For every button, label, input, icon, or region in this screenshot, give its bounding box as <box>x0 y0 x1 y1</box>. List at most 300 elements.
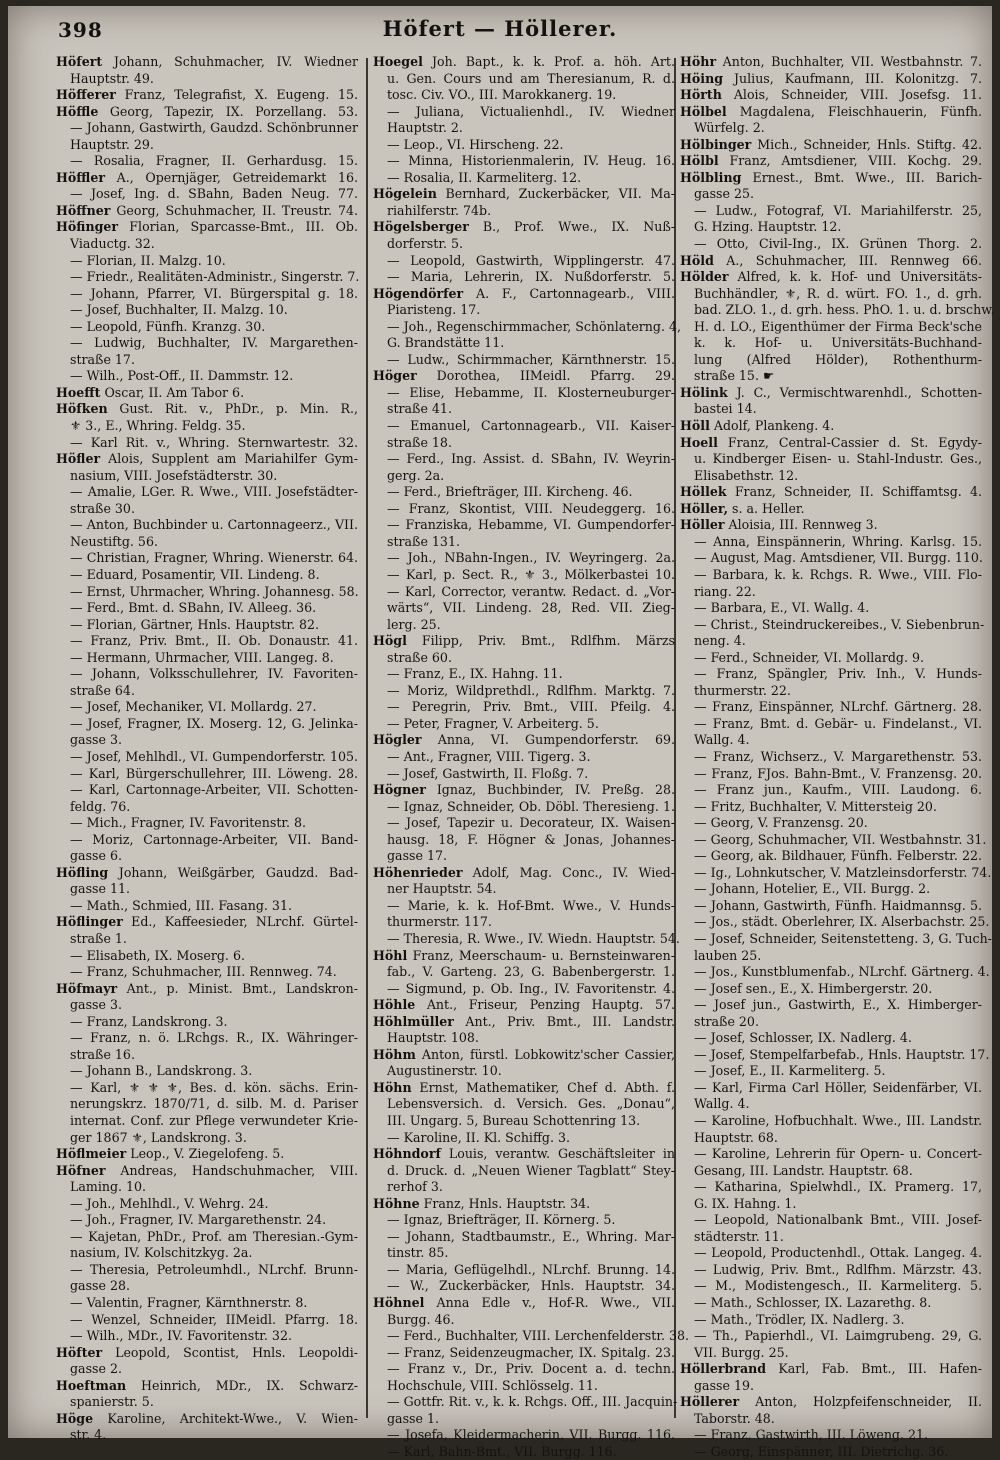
directory-entry-line <box>680 401 982 418</box>
directory-entry-head <box>680 501 982 518</box>
surname-headword: Hölbl <box>680 153 719 169</box>
entry-text: — Joh., NBahn-Ingen., IV. Weyringerg. 2a. <box>387 550 675 566</box>
entry-text: nasium, VIII. Josefstädterstr. 30. <box>70 467 278 483</box>
entry-text: lauben 25. <box>694 947 762 963</box>
directory-entry-line <box>680 368 982 385</box>
directory-entry-line <box>56 286 358 303</box>
entry-text: — Josef, Tapezir u. Decorateur, IX. Waisen- <box>387 815 675 831</box>
entry-text: Burgg. 46. <box>387 1311 455 1327</box>
directory-entry-head <box>373 1047 675 1064</box>
directory-entry-line <box>56 1030 358 1047</box>
entry-text: Viaductg. 32. <box>70 236 155 252</box>
directory-entry-head <box>373 219 675 236</box>
directory-entry-line <box>373 1030 675 1047</box>
entry-text: feldg. 76. <box>70 798 131 814</box>
entry-text: — Karl, Firma Carl Höller, Seidenfärber, VI. <box>694 1079 982 1095</box>
entry-text: Buchhändler, ⚜, R. d. würt. FO. 1., d. grh. <box>694 285 982 301</box>
entry-text: Franz, Amtsdiener, VIII. Kochg. 29. <box>718 153 982 169</box>
directory-entry-line <box>373 269 675 286</box>
entry-text: — Karl Rit. v., Whring. Sternwartestr. 32. <box>70 434 358 450</box>
entry-text: Wallg. 4. <box>694 1096 750 1112</box>
directory-entry-line <box>56 898 358 915</box>
directory-entry-line <box>680 1196 982 1213</box>
entry-text: H. d. LO., Eigenthümer der Firma Beck'sche <box>694 318 982 334</box>
entry-text: — Katharina, Spielwhdl., IX. Pramerg. 17, <box>694 1179 982 1195</box>
entry-text: wärts“, VII. Lindeng. 28, Red. VII. Zieg- <box>387 600 675 616</box>
directory-entry-head <box>56 104 358 121</box>
surname-headword: Höhm <box>373 1046 416 1062</box>
directory-entry-line <box>680 1328 982 1345</box>
directory-entry-head <box>56 914 358 931</box>
directory-entry-line <box>680 831 987 849</box>
entry-text: Florian, Sparcasse-Bmt., III. Ob. <box>118 219 358 235</box>
directory-entry-line <box>680 451 982 468</box>
entry-text: Gesang, III. Landstr. Hauptstr. 68. <box>694 1162 913 1178</box>
directory-entry-line <box>373 385 675 402</box>
entry-text: — Josef jun., Gastwirth, E., X. Himberger- <box>694 997 982 1013</box>
surname-headword: Höhndorf <box>373 1146 441 1162</box>
directory-entry-line <box>680 567 982 584</box>
directory-entry-line <box>373 832 675 849</box>
directory-entry-head <box>56 1163 358 1180</box>
directory-entry-line <box>56 832 358 849</box>
entry-text: Hochschule, VIII. Schlösselg. 11. <box>387 1377 598 1393</box>
running-head: Höfert — Höllerer. <box>382 16 618 41</box>
entry-text: — Karoline, Lehrerin für Opern- u. Concert- <box>694 1146 982 1162</box>
entry-text: tosc. Civ. VO., III. Marokkanerg. 19. <box>387 87 617 103</box>
entry-text: — Franz, Wichserz., V. Margarethenstr. 53. <box>694 748 982 764</box>
entry-text: — Georg, Schuhmacher, VII. Westbahnstr. 31. <box>694 831 987 847</box>
directory-entry-line <box>56 683 358 700</box>
surname-headword: Höfter <box>56 1344 103 1360</box>
directory-entry-line <box>373 1163 675 1180</box>
directory-entry-line <box>373 1378 675 1395</box>
directory-entry-head <box>56 1378 358 1395</box>
directory-entry-line <box>373 650 675 667</box>
directory-entry-line <box>373 71 675 88</box>
directory-entry-line <box>56 948 358 965</box>
directory-entry-line <box>56 352 358 369</box>
directory-entry-head <box>680 54 982 71</box>
surname-headword: Högler <box>373 732 422 748</box>
entry-text: Karoline, Architekt-Wwe., V. Wien- <box>93 1410 358 1426</box>
entry-text: rerhof 3. <box>387 1179 443 1195</box>
entry-text: — Fritz, Buchhalter, V. Mittersteig 20. <box>694 798 937 814</box>
directory-entry-line <box>680 1163 982 1180</box>
directory-entry-line <box>680 352 982 369</box>
entry-text: — Wilh., Post-Off., II. Dammstr. 12. <box>70 368 294 384</box>
entry-text: — Moriz, Cartonnage-Arbeiter, VII. Band- <box>70 831 358 847</box>
directory-entry-line <box>373 253 675 270</box>
entry-text: — Marie, k. k. Hof-Bmt. Wwe., V. Hunds- <box>387 897 675 913</box>
entry-text: Franz, Meerschaum- u. Bernsteinwaren- <box>407 947 675 963</box>
entry-text: tinstr. 85. <box>387 1245 449 1261</box>
entry-text: — Franz, E., IX. Hahng. 11. <box>387 666 563 682</box>
directory-entry-head <box>56 219 358 236</box>
entry-text: — Franz, Spängler, Priv. Inh., V. Hunds- <box>694 666 982 682</box>
entry-text: — Leopold, Fünfh. Kranzg. 30. <box>70 318 266 334</box>
directory-entry-head <box>373 368 675 385</box>
directory-entry-line <box>680 550 982 567</box>
surname-headword: Höll <box>680 418 710 434</box>
entry-text: thurmerstr. 117. <box>387 914 492 930</box>
entry-text: Dorothea, IIMeidl. Pfarrg. 29. <box>416 368 675 384</box>
entry-text: bad. ZLO. 1., d. grh. hess. PhO. 1. u. d. brschw. <box>694 302 995 318</box>
entry-text: — Johann B., Landskrong. 3. <box>70 1063 253 1079</box>
entry-text: straße 64. <box>70 682 135 698</box>
entry-text: — Maria, Lehrerin, IX. Nußdorferstr. 5. <box>387 269 675 285</box>
entry-text: riahilferstr. 74b. <box>387 202 492 218</box>
entry-text: — Josef, Gastwirth, II. Floßg. 7. <box>387 765 589 781</box>
entry-text: — Ant., Fragner, VIII. Tigerg. 3. <box>387 748 591 764</box>
entry-text: Ernest., Bmt. Wwe., III. Barich- <box>741 169 982 185</box>
directory-entry-line <box>373 930 680 948</box>
directory-page <box>8 6 995 1459</box>
surname-headword: Höfmayr <box>56 980 118 996</box>
directory-entry-head <box>680 1394 982 1411</box>
surname-headword: Hölink <box>680 384 728 400</box>
entry-text: Lebensversich. d. Versich. Ges. „Donau“, <box>387 1096 675 1112</box>
entry-text: — Ernst, Uhrmacher, Whring. Johannesg. 58. <box>70 583 359 599</box>
entry-text: — Rosalia, Fragner, II. Gerhardusg. 15. <box>70 153 358 169</box>
surname-headword: Hölbinger <box>680 136 752 152</box>
entry-text: — Franz, Skontist, VIII. Neudeggerg. 16. <box>387 500 675 516</box>
surname-headword: Höhle <box>373 997 416 1013</box>
directory-entry-line <box>373 468 675 485</box>
directory-entry-head <box>373 1295 675 1312</box>
directory-entry-line <box>56 799 358 816</box>
entry-text: Leop., V. Ziegelofeng. 5. <box>126 1146 285 1162</box>
entry-text: Ant., Priv. Bmt., III. Landstr. <box>453 1013 675 1029</box>
entry-text: — Joh., Fragner, IV. Margarethenstr. 24. <box>70 1212 327 1228</box>
directory-entry-line <box>56 881 358 898</box>
directory-entry-line <box>373 815 675 832</box>
directory-entry-line <box>56 1113 358 1130</box>
entry-text: gasse 11. <box>70 881 130 897</box>
directory-entry-line <box>56 617 358 634</box>
entry-text: — Karl, Cartonnage-Arbeiter, VII. Schotten- <box>70 782 358 798</box>
entry-text: — Johann, Gastwirth, Fünfh. Haidmannsg. 5. <box>694 897 982 913</box>
directory-entry-line <box>56 1328 358 1345</box>
entry-text: — Franz, Einspänner, NLrchf. Gärtnerg. 28. <box>694 699 982 715</box>
directory-entry-line <box>680 335 982 352</box>
surname-headword: Hölder <box>680 269 729 285</box>
directory-entry-head <box>373 1196 675 1213</box>
directory-entry-line <box>680 1130 982 1147</box>
directory-entry-line <box>56 1047 358 1064</box>
directory-entry-line <box>56 782 358 799</box>
directory-entry-head <box>680 435 982 452</box>
entry-text: gasse 17. <box>387 848 447 864</box>
entry-text: — Ludwig, Buchhalter, IV. Margarethen- <box>70 335 358 351</box>
entry-text: — Josef, Mechaniker, VI. Mollardg. 27. <box>70 699 317 715</box>
entry-text: — Moriz, Wildprethdl., Rdlfhm. Marktg. 7. <box>387 682 675 698</box>
directory-entry-line <box>373 1345 675 1362</box>
surname-headword: Höger <box>373 368 417 384</box>
directory-entry-line <box>373 1262 675 1279</box>
directory-entry-line <box>680 848 982 865</box>
directory-entry-line <box>680 1312 982 1329</box>
entry-text: — Friedr., Realitäten-Administr., Singerstr. 7. <box>70 269 360 285</box>
entry-text: — Johann, Gastwirth, Gaudzd. Schönbrunner <box>70 120 358 136</box>
directory-entry-line <box>373 120 675 137</box>
directory-entry-line <box>56 71 358 88</box>
entry-text: — Franz, n. ö. LRchgs. R., IX. Währinger- <box>70 1030 358 1046</box>
entry-text: Laming. 10. <box>70 1179 147 1195</box>
directory-entry-line <box>373 1444 675 1460</box>
entry-text: — Juliana, Victualienhdl., IV. Wiedner <box>387 103 675 119</box>
directory-entry-head <box>680 71 982 88</box>
surname-headword: Hoefft <box>56 384 101 400</box>
directory-entry-line <box>680 1378 982 1395</box>
directory-entry-line <box>680 1096 982 1113</box>
directory-entry-line <box>680 302 995 319</box>
entry-text: Wallg. 4. <box>694 732 750 748</box>
entry-text: — Josef, Ing. d. SBahn, Baden Neug. 77. <box>70 186 358 202</box>
entry-text: Ant., p. Minist. Bmt., Landskron- <box>117 980 358 996</box>
directory-entry-line <box>373 981 675 998</box>
entry-text: Oscar, II. Am Tabor 6. <box>100 384 245 400</box>
entry-text: s. a. Heller. <box>727 500 805 516</box>
entry-text: neng. 4. <box>694 633 746 649</box>
entry-text: — Christian, Fragner, Whring. Wienerstr. 64. <box>70 550 358 566</box>
directory-entry-line <box>56 236 358 253</box>
entry-text: — Ig., Lohnkutscher, V. Matzleinsdorferstr. 74. <box>694 864 992 880</box>
directory-entry-line <box>373 318 681 336</box>
entry-text: gasse 28. <box>70 1278 130 1294</box>
directory-entry-line <box>680 319 982 336</box>
entry-text: straße 41. <box>387 401 452 417</box>
surname-headword: Höller <box>680 517 725 533</box>
directory-entry-line <box>56 1063 358 1080</box>
directory-entry-line <box>56 600 358 617</box>
entry-text: straße 18. <box>387 434 452 450</box>
directory-entry-line <box>373 1179 675 1196</box>
surname-headword: Höllerer <box>680 1394 740 1410</box>
directory-entry-head <box>680 484 982 501</box>
entry-text: — Ferd., Schneider, VI. Mollardg. 9. <box>694 649 925 665</box>
surname-headword: Höfler <box>56 451 101 467</box>
entry-text: k. k. Hof- u. Universitäts-Buchhand- <box>694 335 982 351</box>
directory-entry-line <box>680 1229 982 1246</box>
entry-text: — Eduard, Posamentir, VII. Lindeng. 8. <box>70 566 320 582</box>
entry-text: dorferstr. 5. <box>387 236 463 252</box>
directory-entry-line <box>680 749 982 766</box>
entry-text: — Florian, II. Malzg. 10. <box>70 252 226 268</box>
directory-entry-line <box>56 435 358 452</box>
directory-entry-line <box>373 1278 675 1295</box>
directory-entry-line <box>373 567 675 584</box>
directory-entry-head <box>56 1345 358 1362</box>
directory-entry-line <box>680 236 982 253</box>
entry-text: — Karl, Corrector, verantw. Redact. d. „Vor- <box>387 583 675 599</box>
surname-headword: Höfert <box>56 54 103 69</box>
directory-entry-line <box>680 203 982 220</box>
entry-text: Joh. Bapt., k. k. Prof. a. höh. Art. <box>422 54 675 69</box>
entry-text: — Johann, Volksschullehrer, IV. Favoriten- <box>70 666 358 682</box>
entry-text: Anna, VI. Gumpendorferstr. 69. <box>421 732 675 748</box>
surname-headword: Höhl <box>373 947 408 963</box>
directory-entry-line <box>680 600 982 617</box>
surname-headword: Högl <box>373 633 407 649</box>
entry-text: — Otto, Civil-Ing., IX. Grünen Thorg. 2. <box>694 236 982 252</box>
entry-text: — Christ., Steindruckereibes., V. Siebenbrun- <box>694 616 985 632</box>
entry-text: — M., Modistengesch., II. Karmeliterg. 5. <box>694 1278 982 1294</box>
entry-text: — Johann, Stadtbaumstr., E., Whring. Mar- <box>387 1228 675 1244</box>
directory-entry-line <box>680 616 985 634</box>
entry-text: — Ferd., Briefträger, III. Kircheng. 46. <box>387 484 633 500</box>
directory-entry-line <box>56 1427 358 1444</box>
entry-text: — Elisabeth, IX. Moserg. 6. <box>70 947 245 963</box>
entry-text: Franz, Schneider, II. Schiffamtsg. 4. <box>726 484 982 500</box>
entry-text: Neustiftg. 56. <box>70 533 158 549</box>
entry-text: — Josef, Buchhalter, II. Malzg. 10. <box>70 302 288 318</box>
entry-text: Franz, Hnls. Hauptstr. 34. <box>419 1195 591 1211</box>
directory-entry-line <box>680 1113 982 1130</box>
directory-entry-line <box>373 1063 675 1080</box>
surname-headword: Höfner <box>56 1162 106 1178</box>
entry-text: nasium, IV. Kolschitzkyg. 2a. <box>70 1245 253 1261</box>
entry-text: städterstr. 11. <box>694 1228 784 1244</box>
directory-entry-line <box>373 104 675 121</box>
directory-entry-line <box>56 534 358 551</box>
directory-entry-line <box>373 617 675 634</box>
entry-text: lung (Alfred Hölder), Rothenthurm- <box>694 351 982 367</box>
entry-text: Ant., Friseur, Penzing Hauptg. 57. <box>415 997 675 1013</box>
entry-text: Hauptstr. 68. <box>694 1129 778 1145</box>
column-middle <box>373 54 689 1459</box>
entry-text: — Franz, Bmt. d. Gebär- u. Findelanst., VI. <box>694 715 982 731</box>
directory-entry-line <box>56 319 358 336</box>
directory-entry-line <box>680 1345 982 1362</box>
entry-text: — Karl, Bahn-Bmt., VII. Burgg. 116. <box>387 1443 617 1459</box>
directory-entry-line <box>680 964 990 981</box>
entry-text: — Josef, Stempelfarbefab., Hnls. Hauptstr. 17. <box>694 1046 990 1062</box>
entry-text: hausg. 18, F. Högner & Jonas, Johannes- <box>387 831 675 847</box>
entry-text: G. Hzing. Hauptstr. 12. <box>694 219 842 235</box>
entry-text: lerg. 25. <box>387 616 441 632</box>
surname-headword: Hölbling <box>680 169 742 185</box>
surname-headword: Höhnel <box>373 1295 425 1311</box>
column-right <box>680 54 995 1459</box>
directory-entry-line <box>56 153 358 170</box>
entry-text: gerg. 2a. <box>387 467 445 483</box>
directory-entry-line <box>373 898 675 915</box>
entry-text: straße 131. <box>387 533 460 549</box>
directory-entry-line <box>56 1245 358 1262</box>
entry-text: — Th., Papierhdl., VI. Laimgrubeng. 29, G. <box>694 1328 982 1344</box>
entry-text: — Johann, Hotelier, E., VII. Burgg. 2. <box>694 881 931 897</box>
entry-text: — Franziska, Hebamme, VI. Gumpendorfer- <box>387 517 675 533</box>
entry-text: — Florian, Gärtner, Hnls. Hauptstr. 82. <box>70 616 319 632</box>
surname-headword: Höflinger <box>56 914 123 930</box>
directory-entry-head <box>373 782 675 799</box>
surname-headword: Hölbel <box>680 103 727 119</box>
directory-entry-line <box>680 683 982 700</box>
entry-text: Hauptstr. 108. <box>387 1030 479 1046</box>
directory-entry-line <box>56 1196 358 1213</box>
entry-text: — Franz v., Dr., Priv. Docent a. d. techn. <box>387 1361 675 1377</box>
entry-text: — Ferd., Buchhalter, VIII. Lerchenfelderstr. 38. <box>387 1328 689 1344</box>
entry-text: Adolf, Plankeng. 4. <box>709 418 835 434</box>
entry-text: straße 20. <box>694 1013 759 1029</box>
directory-entry-head <box>680 418 982 435</box>
directory-entry-line <box>373 203 675 220</box>
entry-text: d. Druck. d. „Neuen Wiener Tagblatt“ Stey- <box>387 1162 675 1178</box>
entry-text: — Karoline, II. Kl. Schiffg. 3. <box>387 1129 570 1145</box>
entry-text: — Ignaz, Briefträger, II. Körnerg. 5. <box>387 1212 616 1228</box>
directory-entry-line <box>56 484 358 501</box>
entry-text: Leopold, Scontist, Hnls. Leopoldi- <box>102 1344 358 1360</box>
entry-text: straße 30. <box>70 500 135 516</box>
directory-entry-head <box>56 1146 358 1163</box>
entry-text: Julius, Kaufmann, III. Kolonitzg. 7. <box>723 70 982 86</box>
entry-text: internat. Conf. zur Pflege verwundeter Krie- <box>70 1113 358 1128</box>
directory-entry-head <box>56 170 358 187</box>
directory-entry-head <box>373 1014 675 1031</box>
directory-entry-line <box>56 964 358 981</box>
directory-entry-line <box>373 1212 675 1229</box>
entry-text: — Theresia, Petroleumhdl., NLrchf. Brunn- <box>70 1261 358 1277</box>
entry-text: A., Opernjäger, Getreidemarkt 16. <box>105 169 358 185</box>
surname-headword: Höfling <box>56 864 109 880</box>
directory-entry-line <box>680 782 982 799</box>
entry-text: — Hermann, Uhrmacher, VIII. Langeg. 8. <box>70 649 334 665</box>
entry-text: Anton, Holzpfeifenschneider, II. <box>739 1394 982 1410</box>
directory-entry-line <box>680 1444 982 1460</box>
directory-entry-line <box>373 352 675 369</box>
directory-entry-line <box>373 170 675 187</box>
directory-entry-line <box>680 732 982 749</box>
directory-entry-line <box>373 153 675 170</box>
directory-entry-line <box>373 1229 675 1246</box>
entry-text: straße 60. <box>387 649 452 665</box>
directory-entry-line <box>680 534 982 551</box>
directory-entry-line <box>56 1278 358 1295</box>
surname-headword: Hoegel <box>373 54 423 69</box>
entry-text: — Franz jun., Kaufm., VIII. Laudong. 6. <box>694 782 982 798</box>
surname-headword: Höfinger <box>56 219 119 235</box>
page-number: 398 <box>58 18 103 42</box>
directory-entry-line <box>680 1427 982 1444</box>
surname-headword: Höfferer <box>56 87 116 103</box>
surname-headword: Höllerbrand <box>680 1361 767 1377</box>
entry-text: G. IX. Hahng. 1. <box>694 1195 797 1211</box>
directory-entry-line <box>56 1262 358 1279</box>
directory-entry-line <box>680 997 982 1014</box>
directory-entry-line <box>680 799 982 816</box>
surname-headword: Höhlmüller <box>373 1013 454 1029</box>
directory-entry-line <box>56 335 358 352</box>
entry-text: — Karl, p. Sect. R., ⚜ 3., Mölkerbastei 10. <box>387 566 675 582</box>
directory-entry-line <box>373 87 675 104</box>
directory-entry-line <box>56 1312 358 1329</box>
directory-entry-line <box>56 1361 358 1378</box>
surname-headword: Högner <box>373 782 426 798</box>
surname-headword: Höflmeier <box>56 1146 127 1162</box>
directory-entry-line <box>680 666 982 683</box>
entry-text: — Karoline, Hofbuchhalt. Wwe., III. Landstr. <box>694 1113 982 1128</box>
entry-text: — Barbara, k. k. Rchgs. R. Wwe., VIII. Flo- <box>694 566 982 582</box>
entry-text: — Karl, ⚜ ⚜ ⚜, Bes. d. kön. sächs. Erin- <box>70 1079 358 1095</box>
entry-text: fab., V. Garteng. 23, G. Babenbergerstr. 1. <box>387 964 675 980</box>
entry-text: Anton, fürstl. Lobkowitz'scher Cassier, <box>415 1046 675 1062</box>
directory-entry-line <box>680 815 982 832</box>
surname-headword: Höfken <box>56 401 108 417</box>
surname-headword: Hoell <box>680 434 718 450</box>
directory-entry-head <box>56 981 358 998</box>
entry-text: gasse 3. <box>70 732 122 748</box>
